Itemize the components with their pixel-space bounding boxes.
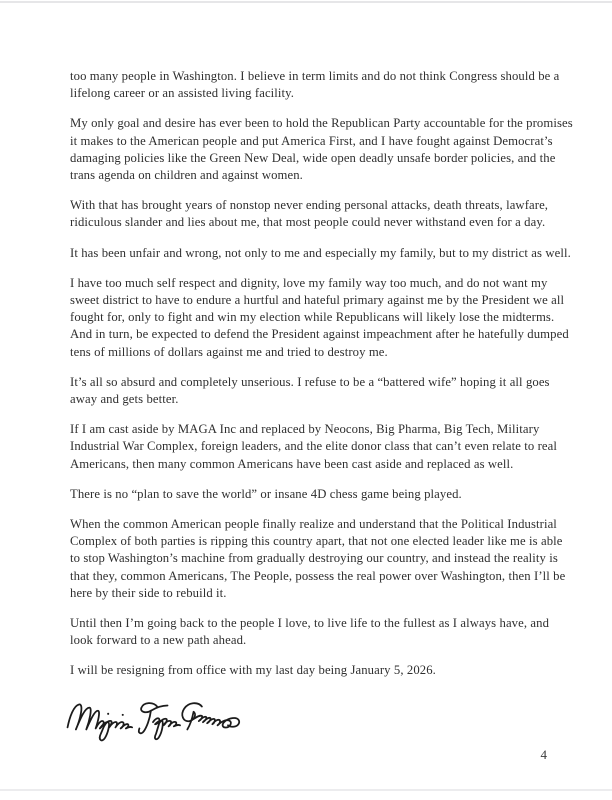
paragraph [70, 421, 557, 473]
letter-line: sweet district to have to endure a hurtful and hateful primary against me by the President we all [70, 293, 565, 308]
letter-line: It has been unfair and wrong, not only to me and especially my family, but to my district as well. [70, 245, 571, 260]
page-number: 4 [540, 747, 547, 762]
letter-line: Until then I’m going back to the people I love, to live life to the fullest as I always have, and [70, 616, 550, 631]
letter-line: lifelong career or an assisted living facility. [70, 86, 295, 101]
letter-line: damaging policies like the Green New Deal, wide open deadly unsafe border policies, and the [70, 150, 556, 165]
letter-line: look forward to a new path ahead. [70, 633, 247, 648]
letter-line: I have too much self respect and dignity, love my family way too much, and do not want my [70, 275, 548, 290]
signature-marjorie-taylor-greene [64, 693, 554, 743]
bottom-edge-line [0, 789, 612, 791]
letter-line: It’s all so absurd and completely unserious. I refuse to be a “battered wife” hoping it all goes [70, 374, 550, 389]
letter-line: There is no “plan to save the world” or insane 4D chess game being played. [70, 486, 462, 501]
letter-line: that they, common Americans, The People, possess the real power over Washington, then I’ll be [70, 568, 566, 583]
paragraph [70, 68, 560, 102]
letter-line: With that has brought years of nonstop never ending personal attacks, death threats, lawfare, [70, 198, 549, 213]
letter-line: to stop Washington’s machine from gradually destroying our country, and instead the reality is [70, 551, 558, 566]
letter-line: away and gets better. [70, 392, 179, 407]
paragraph [70, 374, 554, 408]
letter-line: fought for, only to fight and win my election while Republicans will likely lose the midterms. [70, 310, 555, 325]
letter-line: Industrial War Complex, foreign leaders, and the elite donor class that can’t even relate to real [70, 439, 557, 454]
top-edge-line [0, 1, 612, 3]
letter-line: And in turn, be expected to defend the President against impeachment after he hatefully dumped [70, 327, 569, 342]
letter-line: Americans, then many common Americans have been cast aside and replaced as well. [70, 456, 514, 471]
letter-line: When the common American people finally realize and understand that the Political Industrial [70, 517, 557, 532]
letter-line: too many people in Washington. I believe in term limits and do not think Congress should be a [70, 69, 560, 83]
letter-line: trans agenda on children and against women. [70, 168, 303, 183]
letter-line: Complex of both parties is ripping this country apart, that not one elected leader like me is able [70, 534, 563, 549]
letter-line: tens of millions of dollars against me and tried to destroy me. [70, 344, 388, 359]
letter-line: ridiculous slander and lies about me, that most people could never withstand even for a day. [70, 215, 546, 230]
paragraph [70, 615, 554, 649]
paragraph [70, 486, 554, 503]
letter-line: here by their side to rebuild it. [70, 585, 227, 600]
paragraph [70, 275, 569, 361]
letter-body [70, 68, 573, 743]
paragraph [70, 516, 566, 602]
paragraph [70, 245, 571, 262]
paragraph [70, 197, 554, 231]
paragraph [70, 115, 573, 184]
letter-line: it makes to the American people and put America First, and I have fought against Democrat’s [70, 133, 553, 148]
paragraph [70, 662, 554, 679]
letter-line: If I am cast aside by MAGA Inc and replaced by Neocons, Big Pharma, Big Tech, Military [70, 422, 540, 437]
letter-line: I will be resigning from office with my last day being January 5, 2026. [70, 663, 436, 678]
letter-line: My only goal and desire has ever been to hold the Republican Party accountable for the promises [70, 116, 573, 131]
